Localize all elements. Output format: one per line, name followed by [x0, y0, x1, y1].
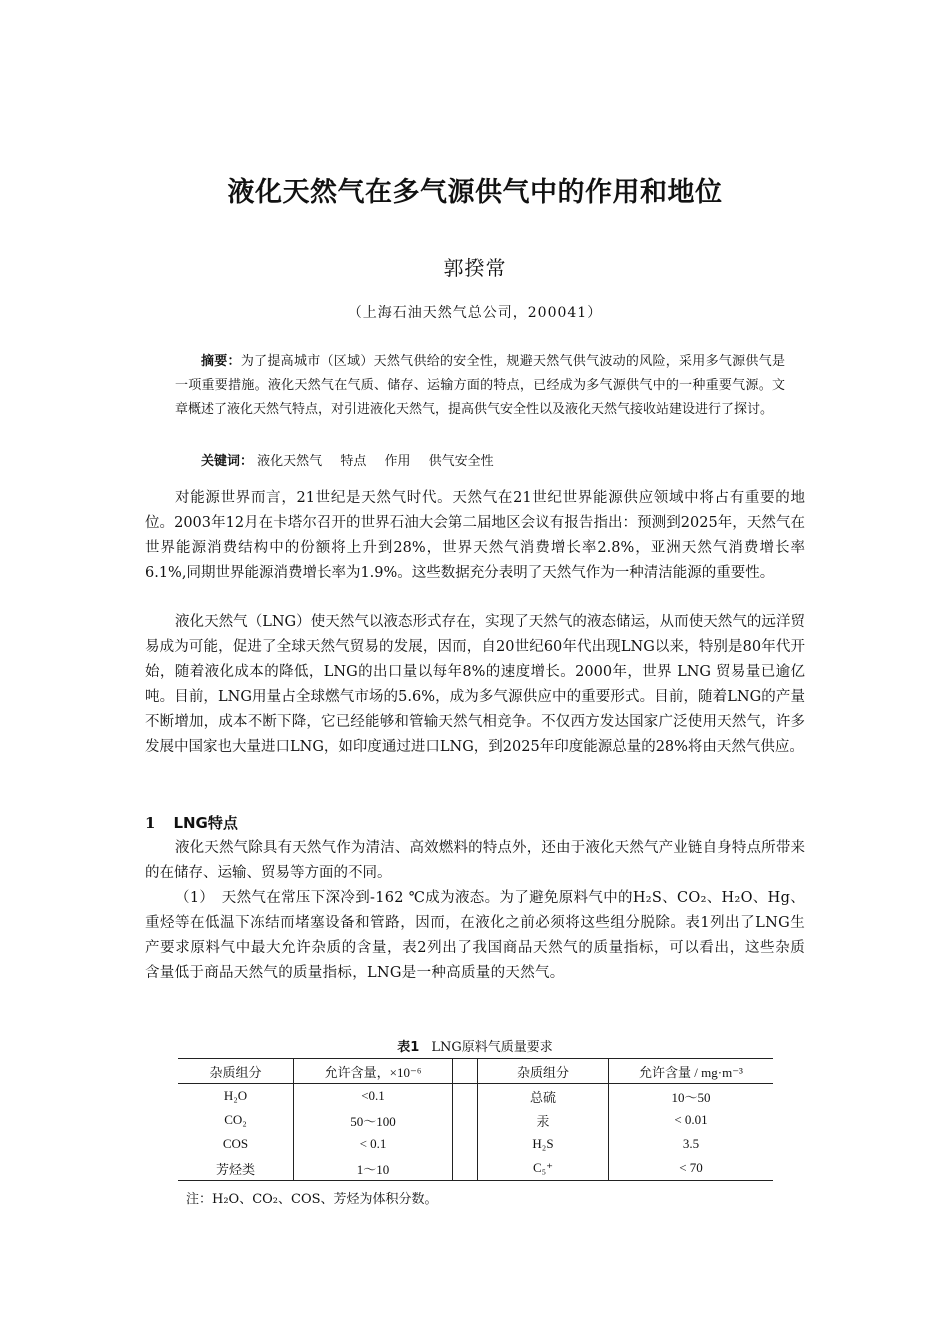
body-paragraph: 液化天然气除具有天然气作为清洁、高效燃料的特点外，还由于液化天然气产业链自身特点所带来的在储存、运输、贸易等方面的不同。 [145, 840, 805, 881]
table-divider [453, 1132, 478, 1156]
table-caption-text: LNG原料气质量要求 [431, 1040, 553, 1055]
table-divider [453, 1084, 478, 1109]
table-divider [453, 1059, 478, 1084]
table-cell: 10～50 [609, 1084, 774, 1109]
section-number: 1 [145, 814, 156, 832]
section-title: LNG特点 [173, 814, 238, 832]
table-note: 注：H₂O、CO₂、COS、芳烃为体积分数。 [186, 1192, 438, 1207]
author-name: 郭揆常 [443, 256, 507, 280]
paper-title: 液化天然气在多气源供气中的作用和地位 [227, 177, 723, 208]
keywords-label: 关键词： [201, 454, 254, 469]
table-header-row [178, 1059, 773, 1084]
body-paragraph: 对能源世界而言，21世纪是天然气时代。天然气在21世纪世界能源供应领域中将占有重要的地位。2003年12月在卡塔尔召开的世界石油大会第二届地区会议有报告指出：预测到2025年，天然气在世界能源消费结构中的份额将上升到28%，世界天然气消费增长率2.8%，亚洲天然气消费增长率6.1%,同期世界能源消费增长率为1.9%。这些数据充分表明了天然气作为一种清洁能源的重要性。 [145, 490, 805, 581]
abstract-text: 为了提高城市（区域）天然气供给的安全性，规避天然气供气波动的风险，采用多气源供气是一项重要措施。液化天然气在气质、储存、运输方面的特点，已经成为多气源供气中的一种重要气源。文章概述了液化天然气特点，对引进液化天然气，提高供气安全性以及液化天然气接收站建设进行了探讨。 [175, 354, 785, 417]
table-cell: 1～10 [294, 1156, 453, 1181]
keyword: 液化天然气 [257, 454, 323, 469]
table-caption [0, 1036, 950, 1055]
table-label: 表1 [397, 1040, 420, 1055]
keyword: 供气安全性 [428, 454, 494, 469]
body-paragraph: （1） 天然气在常压下深冷到-162 ℃成为液态。为了避免原料气中的H₂S、CO₂、H₂O、Hg、重烃等在低温下冻结而堵塞设备和管路，因而，在液化之前必须将这些组分脱除。表1列出了LNG生产要求原料气中最大允许杂质的含量，表2列出了我国商品天然气的质量指标，可以看出，这些杂质含量低于商品天然气的质量指标，LNG是一种高质量的天然气。 [145, 890, 805, 981]
table-cell: < 0.01 [609, 1108, 774, 1132]
table-header-cell: 允许含量 / mg·m⁻³ [609, 1059, 774, 1084]
body-paragraph: 液化天然气（LNG）使天然气以液态形式存在，实现了天然气的液态储运，从而使天然气的远洋贸易成为可能，促进了全球天然气贸易的发展，因而，自20世纪60年代出现LNG以来，特别是80年代开始，随着液化成本的降低，LNG的出口量以每年8%的速度增长。2000年，世界 LNG 贸易量已逾亿吨。目前，LNG用量占全球燃气市场的5.6%，成为多气源供应中的重要形式。目前，随着LNG的产量不断增加，成本不断下降，它已经能够和管输天然气相竞争。不仅西方发达国家广泛使用天然气，许多发展中国家也大量进口LNG，如印度通过进口LNG，到2025年印度能源总量的28%将由天然气供应。 [145, 614, 805, 755]
keyword: 特点 [340, 454, 367, 469]
table-cell: < 70 [609, 1156, 774, 1181]
impurity-table [178, 1058, 773, 1181]
keywords [201, 450, 508, 469]
table-cell: H₂O [223, 1088, 248, 1103]
table-divider [453, 1156, 478, 1181]
abstract-label: 摘要： [201, 354, 241, 369]
table-header-cell: 杂质组分 [478, 1059, 609, 1084]
table-cell: 3.5 [609, 1132, 774, 1156]
table-cell: H₂S [532, 1136, 554, 1151]
table-header-cell: 允许含量，×10⁻⁶ [294, 1059, 453, 1084]
table-row [178, 1108, 773, 1132]
table-cell: COS [222, 1136, 249, 1151]
table-row [178, 1132, 773, 1156]
table-cell: CO₂ [224, 1112, 247, 1127]
table-cell: 总硫 [529, 1089, 556, 1105]
table-cell: C₅⁺ [478, 1156, 609, 1181]
table-cell: 芳烃类 [178, 1156, 294, 1181]
table-divider [453, 1108, 478, 1132]
table-header-cell: 杂质组分 [178, 1059, 294, 1084]
keyword: 作用 [384, 454, 411, 469]
table-row [178, 1084, 773, 1109]
table-cell: 汞 [536, 1113, 550, 1129]
table-cell: 50～100 [294, 1108, 453, 1132]
abstract [175, 350, 785, 422]
table-cell: < 0.1 [294, 1132, 453, 1156]
table-row [178, 1156, 773, 1181]
author-affiliation: （上海石油天然气总公司，200041） [347, 305, 603, 321]
section-heading [145, 812, 238, 833]
table-cell: <0.1 [294, 1084, 453, 1109]
